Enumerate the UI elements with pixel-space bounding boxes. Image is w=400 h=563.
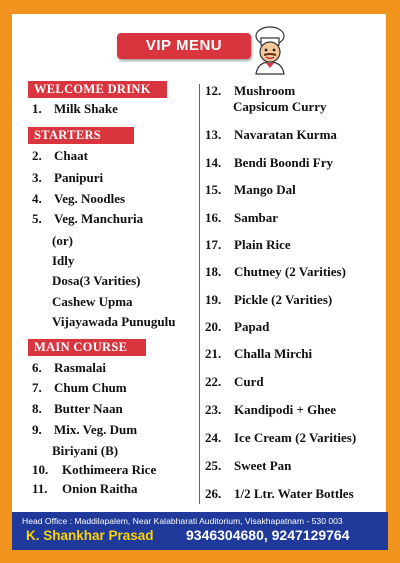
menu-item-text: Bendi Boondi Fry: [234, 155, 333, 170]
menu-item-text: 1/2 Ltr. Water Bottles: [234, 486, 354, 501]
chef-icon: [244, 24, 296, 76]
menu-item: [205, 237, 291, 253]
menu-item-number: 23.: [205, 402, 222, 417]
menu-item-text: Veg. Noodles: [54, 191, 126, 206]
menu-item: [32, 422, 137, 438]
menu-item-text: Panipuri: [54, 170, 104, 185]
menu-item-text: Cashew Upma: [52, 294, 133, 309]
menu-item-text: Sweet Pan: [234, 458, 292, 473]
menu-item-number: 17.: [205, 237, 222, 252]
menu-item: [205, 486, 354, 502]
menu-item-text: Pickle (2 Varities): [234, 292, 333, 307]
menu-item: [205, 458, 291, 474]
menu-item: [205, 346, 312, 362]
menu-item-number: 18.: [205, 264, 222, 279]
menu-item: [52, 294, 133, 310]
menu-item: [52, 314, 175, 330]
menu-item-number: 5.: [32, 211, 42, 226]
menu-title: VIP MENU: [117, 33, 251, 59]
menu-item-text: Sambar: [234, 210, 279, 225]
menu-item-number: 12.: [205, 83, 222, 98]
menu-item-number: 20.: [205, 319, 222, 334]
menu-item: [233, 99, 327, 115]
menu-item: [52, 443, 118, 459]
menu-item-text: Milk Shake: [54, 101, 118, 116]
menu-item: [205, 182, 296, 198]
footer-phone-numbers: 9346304680, 9247129764: [186, 527, 350, 543]
menu-item-number: 11.: [32, 481, 48, 496]
menu-item: [205, 374, 264, 390]
menu-item-text: Rasmalai: [54, 360, 106, 375]
menu-item: [32, 101, 118, 117]
menu-item: [205, 319, 269, 335]
menu-item-number: 14.: [205, 155, 222, 170]
footer-owner-name: K. Shankhar Prasad: [26, 528, 154, 543]
menu-item-number: 16.: [205, 210, 222, 225]
section-welcome-drink: WELCOME DRINK: [28, 81, 167, 98]
menu-item-text: Capsicum Curry: [233, 99, 327, 114]
menu-item: [32, 481, 138, 497]
menu-item-number: 2.: [32, 148, 42, 163]
menu-item: [205, 430, 356, 446]
menu-item-number: 24.: [205, 430, 222, 445]
menu-item-number: 6.: [32, 360, 42, 375]
menu-item: [32, 148, 88, 164]
menu-item: [32, 462, 156, 478]
menu-item: [205, 83, 295, 99]
menu-item-text: Veg. Manchuria: [54, 211, 144, 226]
menu-item-text: Curd: [234, 374, 264, 389]
footer-address: Head Office : Maddilapalem, Near Kalabharati Auditorium, Visakhapatnam - 530 003: [22, 516, 343, 526]
menu-item-text: Ice Cream (2 Varities): [234, 430, 357, 445]
menu-item-text: Vijayawada Punugulu: [52, 314, 176, 329]
menu-item: [205, 155, 333, 171]
menu-item-text: Navaratan Kurma: [234, 127, 337, 142]
menu-item-number: 10.: [32, 462, 49, 477]
menu-item: [32, 191, 125, 207]
menu-item-text: (or): [52, 233, 73, 248]
section-starters: STARTERS: [28, 127, 134, 144]
menu-item-text: Chaat: [54, 148, 88, 163]
menu-item: [32, 380, 127, 396]
column-divider: [199, 84, 200, 504]
menu-item: [205, 292, 332, 308]
menu-item-number: 7.: [32, 380, 42, 395]
menu-item-number: 21.: [205, 346, 222, 361]
menu-item: [52, 253, 74, 269]
menu-item-text: Butter Naan: [54, 401, 123, 416]
menu-item-text: Onion Raitha: [62, 481, 138, 496]
menu-item: [32, 170, 103, 186]
menu-item: [52, 273, 140, 289]
menu-item-number: 19.: [205, 292, 222, 307]
menu-item-text: Idly: [52, 253, 75, 268]
menu-item-text: Mango Dal: [234, 182, 296, 197]
menu-item: [32, 360, 106, 376]
menu-item-number: 25.: [205, 458, 222, 473]
menu-item-number: 26.: [205, 486, 222, 501]
menu-item-text: Chum Chum: [54, 380, 127, 395]
menu-item-text: Dosa(3 Varities): [52, 273, 141, 288]
section-main-course: MAIN COURSE: [28, 339, 146, 356]
menu-item-text: Kandipodi + Ghee: [234, 402, 337, 417]
menu-item: [32, 401, 123, 417]
menu-item: [205, 210, 278, 226]
menu-item-text: Challa Mirchi: [234, 346, 313, 361]
menu-item-number: 4.: [32, 191, 42, 206]
menu-item-text: Plain Rice: [234, 237, 291, 252]
menu-item-number: 13.: [205, 127, 222, 142]
menu-item-number: 9.: [32, 422, 42, 437]
menu-item-text: Biriyani (B): [52, 443, 119, 458]
menu-item: [32, 211, 143, 227]
menu-item-number: 3.: [32, 170, 42, 185]
menu-item: [205, 127, 337, 143]
menu-item-text: Chutney (2 Varities): [234, 264, 346, 279]
menu-item-number: 22.: [205, 374, 222, 389]
menu-item-text: Kothimeera Rice: [62, 462, 157, 477]
menu-item-number: 1.: [32, 101, 42, 116]
menu-item: [205, 264, 346, 280]
menu-item: [205, 402, 336, 418]
menu-item-text: Papad: [234, 319, 270, 334]
menu-item: [52, 233, 73, 249]
menu-item-text: Mix. Veg. Dum: [54, 422, 138, 437]
menu-item-text: Mushroom: [234, 83, 296, 98]
menu-item-number: 8.: [32, 401, 42, 416]
menu-item-number: 15.: [205, 182, 222, 197]
